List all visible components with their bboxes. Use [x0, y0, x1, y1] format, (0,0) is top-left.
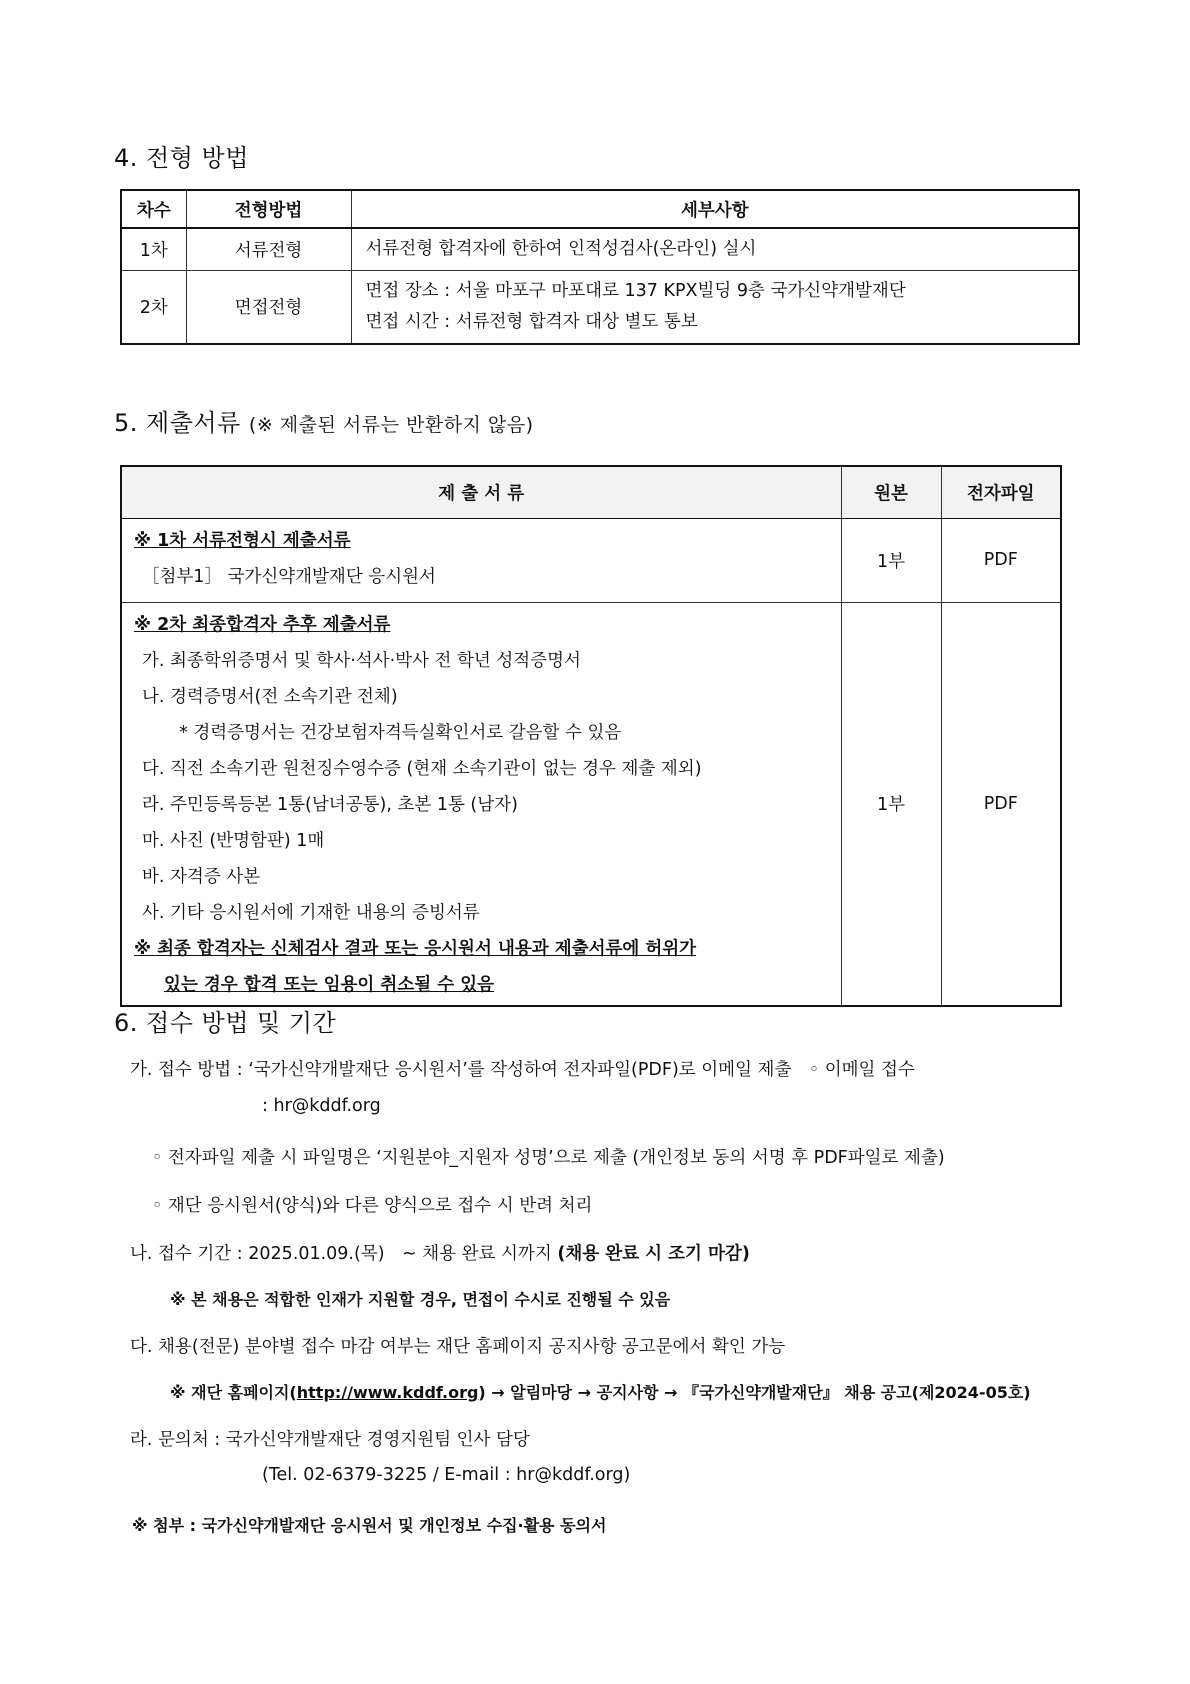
list-item: 가. 최종학위증명서 및 학사·석사·박사 전 학년 성적증명서 [142, 650, 581, 671]
group2-list [121, 602, 841, 1006]
header-original: 원본 [841, 466, 941, 518]
list-item: 라. 주민등록등본 1통(남녀공통), 초본 1통 (남자) [142, 794, 518, 815]
email-line: : hr@kddf.org [262, 1096, 381, 1116]
filename-bullet: ◦ 전자파일 제출 시 파일명은 ‘지원분야_지원자 성명’으로 제출 (개인정보 동의 서명 후 PDF파일로 제출) [152, 1148, 945, 1168]
header-documents: 제 출 서 류 [121, 466, 841, 518]
file-cell: PDF [941, 602, 1061, 1006]
method-cell: 서류전형 [186, 228, 351, 270]
section5-note: (※ 제출된 서류는 반환하지 않음) [248, 414, 534, 436]
details-cell [351, 270, 1079, 344]
section4-title: 4. 전형 방법 [114, 144, 249, 172]
header-file: 전자파일 [941, 466, 1061, 518]
table-row [121, 518, 1061, 602]
table-row [121, 228, 1079, 270]
period-note: ※ 본 채용은 적합한 인재가 지원할 경우, 면접이 수시로 진행될 수 있음 [170, 1290, 671, 1309]
deadline-line: 다. 채용(전문) 분야별 접수 마감 여부는 재단 홈페이지 공지사항 공고문에서 확인 가능 [130, 1337, 786, 1357]
original-cell: 1부 [841, 602, 941, 1006]
group1-heading: ※ 1차 서류전형시 제출서류 [134, 530, 351, 551]
file-cell: PDF [941, 518, 1061, 602]
table-row [121, 270, 1079, 344]
group2-heading: ※ 2차 최종합격자 추후 제출서류 [134, 614, 391, 635]
attachment-note: ※ 첨부 : 국가신약개발재단 응시원서 및 개인정보 수집·활용 동의서 [132, 1516, 607, 1535]
details-cell: 서류전형 합격자에 한하여 인적성검사(온라인) 실시 [351, 228, 1079, 270]
period-line [130, 1240, 750, 1265]
list-item: ［첨부1］ 국가신약개발재단 응시원서 [142, 566, 436, 587]
header-details: 세부사항 [351, 190, 1079, 228]
documents-table [120, 465, 1062, 1007]
original-cell: 1부 [841, 518, 941, 602]
contact-line: 라. 문의처 : 국가신약개발재단 경영지원팀 인사 담당 [130, 1430, 530, 1450]
homepage-link[interactable]: http://www.kddf.org [296, 1383, 479, 1402]
section5-title [114, 403, 534, 438]
homepage-prefix: ※ 재단 홈페이지( [170, 1383, 297, 1402]
interview-time: 면접 시간 : 서류전형 합격자 대상 별도 통보 [365, 311, 698, 332]
warning-line-2: 있는 경우 합격 또는 임용이 취소될 수 있음 [164, 974, 495, 995]
section5-title-text: 5. 제출서류 [114, 409, 241, 437]
round-cell: 1차 [121, 228, 186, 270]
section6-title: 6. 접수 방법 및 기간 [114, 1009, 337, 1037]
table-row [121, 602, 1061, 1006]
reject-bullet: ◦ 재단 응시원서(양식)와 다른 양식으로 접수 시 반려 처리 [152, 1196, 593, 1216]
round-cell: 2차 [121, 270, 186, 344]
contact-details: (Tel. 02-6379-3225 / E-mail : hr@kddf.org) [262, 1465, 631, 1485]
list-item: 바. 자격증 사본 [142, 866, 261, 887]
list-item: 나. 경력증명서(전 소속기관 전체) [142, 686, 398, 707]
method-cell: 면접전형 [186, 270, 351, 344]
table-header-row [121, 190, 1079, 228]
table-header-row [121, 466, 1061, 518]
method-line: 가. 접수 방법 : ‘국가신약개발재단 응시원서’를 작성하여 전자파일(PDF)로 이메일 제출 ◦ 이메일 접수 [130, 1060, 915, 1080]
list-item: * 경력증명서는 건강보험자격득실확인서로 갈음할 수 있음 [179, 722, 622, 743]
list-item: 다. 직전 소속기관 원천징수영수증 (현재 소속기관이 없는 경우 제출 제외) [142, 758, 702, 779]
interview-location: 면접 장소 : 서울 마포구 마포대로 137 KPX빌딩 9층 국가신약개발재단 [365, 280, 906, 301]
header-round: 차수 [121, 190, 186, 228]
period-text: 나. 접수 기간 : 2025.01.09.(목) ~ 채용 완료 시까지 [130, 1244, 552, 1264]
header-method: 전형방법 [186, 190, 351, 228]
warning-line-1: ※ 최종 합격자는 신체검사 결과 또는 응시원서 내용과 제출서류에 허위가 [134, 938, 697, 959]
group1-list [121, 518, 841, 602]
homepage-note [170, 1380, 1031, 1403]
early-close-text: (채용 완료 시 조기 마감) [557, 1244, 750, 1264]
homepage-suffix: ) → 알림마당 → 공지사항 → 『국가신약개발재단』 채용 공고(제2024-05호) [478, 1383, 1031, 1402]
list-item: 마. 사진 (반명함판) 1매 [142, 830, 325, 851]
list-item: 사. 기타 응시원서에 기재한 내용의 증빙서류 [142, 902, 480, 923]
selection-method-table [120, 189, 1080, 345]
